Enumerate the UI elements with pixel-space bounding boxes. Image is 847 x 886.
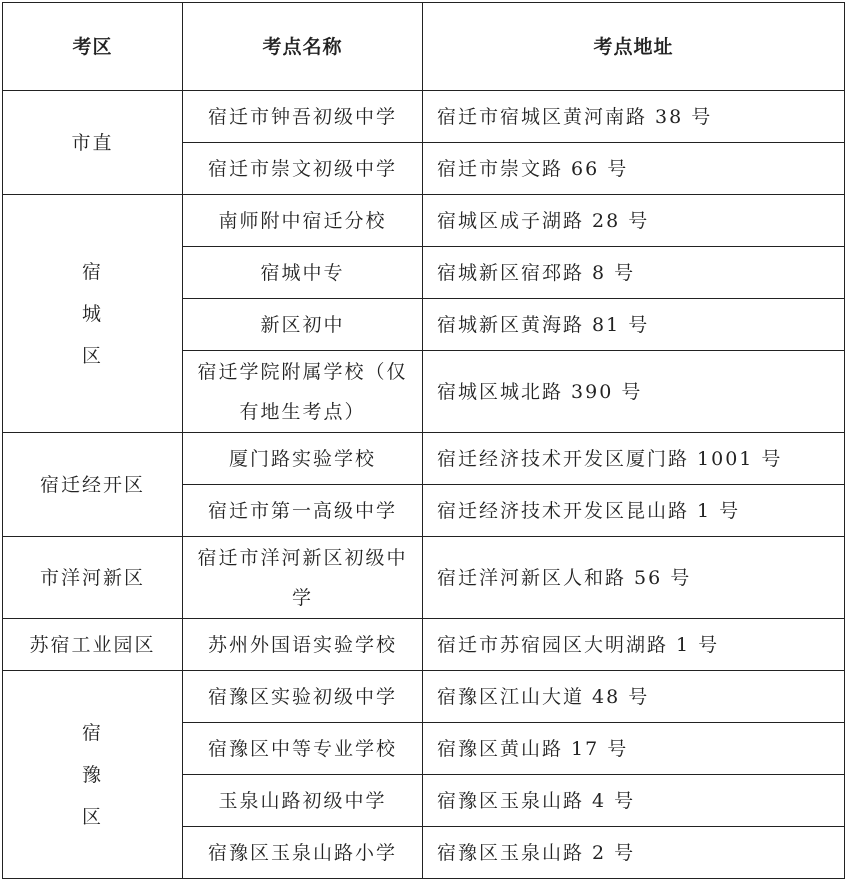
address-cell: [423, 827, 845, 879]
address-cell: [423, 351, 845, 433]
address-cell: [423, 723, 845, 775]
address-cell: [423, 671, 845, 723]
school-name-cell: [183, 195, 423, 247]
address-text: 宿城新区宿邳路 8 号: [437, 261, 636, 284]
school-name: 玉泉山路初级中学: [218, 789, 387, 812]
school-name: 宿迁市钟吾初级中学: [207, 105, 397, 128]
address-text: 宿迁市崇文路 66 号: [437, 157, 629, 180]
address-text: 宿迁市苏宿园区大明湖路 1 号: [437, 633, 720, 656]
address-cell: [423, 619, 845, 671]
district-cell: [3, 619, 183, 671]
table-row: [3, 619, 845, 671]
address-cell: [423, 91, 845, 143]
school-name-cell: [183, 91, 423, 143]
school-name: 苏州外国语实验学校: [207, 633, 397, 656]
school-name: 宿迁市第一高级中学: [207, 499, 397, 522]
exam-site-table: [2, 2, 845, 879]
school-name-cell: [183, 299, 423, 351]
school-name-cell: [183, 351, 423, 433]
address-cell: [423, 537, 845, 619]
school-name: 宿豫区玉泉山路小学: [207, 841, 397, 864]
header-school: 考点名称: [183, 3, 423, 91]
table-header-row: [3, 3, 845, 91]
table-row: [3, 537, 845, 619]
address-cell: [423, 485, 845, 537]
school-name: 宿迁市崇文初级中学: [207, 157, 397, 180]
address-cell: [423, 775, 845, 827]
school-name-cell: [183, 775, 423, 827]
table-row: [3, 433, 845, 485]
district-label: 市直: [71, 131, 114, 154]
school-name-cell: [183, 671, 423, 723]
address-cell: [423, 433, 845, 485]
school-name-cell: [183, 433, 423, 485]
district-label: 宿迁经开区: [39, 473, 145, 496]
address-cell: [423, 247, 845, 299]
district-cell: [3, 91, 183, 195]
address-text: 宿迁洋河新区人和路 56 号: [437, 566, 692, 589]
address-text: 宿迁经济技术开发区昆山路 1 号: [437, 499, 741, 522]
address-text: 宿豫区玉泉山路 4 号: [437, 789, 636, 812]
header-district: 考区: [3, 3, 183, 91]
school-name-cell: [183, 247, 423, 299]
address-text: 宿城区成子湖路 28 号: [437, 209, 650, 232]
district-label: 苏宿工业园区: [29, 633, 156, 656]
address-text: 宿城新区黄海路 81 号: [437, 313, 650, 336]
district-cell: [3, 433, 183, 537]
school-name: 宿迁学院附属学校（仅有地生考点）: [197, 360, 408, 423]
district-label: 宿豫区: [81, 721, 103, 828]
table-row: [3, 195, 845, 247]
school-name-cell: [183, 143, 423, 195]
address-cell: [423, 195, 845, 247]
district-label: 宿城区: [81, 260, 103, 367]
address-text: 宿豫区黄山路 17 号: [437, 737, 629, 760]
address-text: 宿豫区玉泉山路 2 号: [437, 841, 636, 864]
district-label: 市洋河新区: [39, 566, 145, 589]
school-name-cell: [183, 827, 423, 879]
district-cell: [3, 537, 183, 619]
school-name: 南师附中宿迁分校: [218, 209, 387, 232]
address-text: 宿豫区江山大道 48 号: [437, 685, 650, 708]
school-name-cell: [183, 485, 423, 537]
table-row: [3, 91, 845, 143]
school-name-cell: [183, 723, 423, 775]
school-name: 新区初中: [260, 313, 345, 336]
table-body: [3, 91, 845, 879]
school-name: 厦门路实验学校: [228, 447, 376, 470]
school-name-cell: [183, 537, 423, 619]
district-cell: [3, 195, 183, 433]
district-cell: [3, 671, 183, 879]
table-row: [3, 671, 845, 723]
school-name: 宿迁市洋河新区初级中学: [197, 546, 408, 609]
school-name-cell: [183, 619, 423, 671]
address-cell: [423, 299, 845, 351]
address-cell: [423, 143, 845, 195]
address-text: 宿迁市宿城区黄河南路 38 号: [437, 105, 713, 128]
address-text: 宿城区城北路 390 号: [437, 380, 643, 403]
school-name: 宿豫区实验初级中学: [207, 685, 397, 708]
address-text: 宿迁经济技术开发区厦门路 1001 号: [437, 447, 783, 470]
school-name: 宿豫区中等专业学校: [207, 737, 397, 760]
header-address: 考点地址: [423, 3, 845, 91]
school-name: 宿城中专: [260, 261, 345, 284]
